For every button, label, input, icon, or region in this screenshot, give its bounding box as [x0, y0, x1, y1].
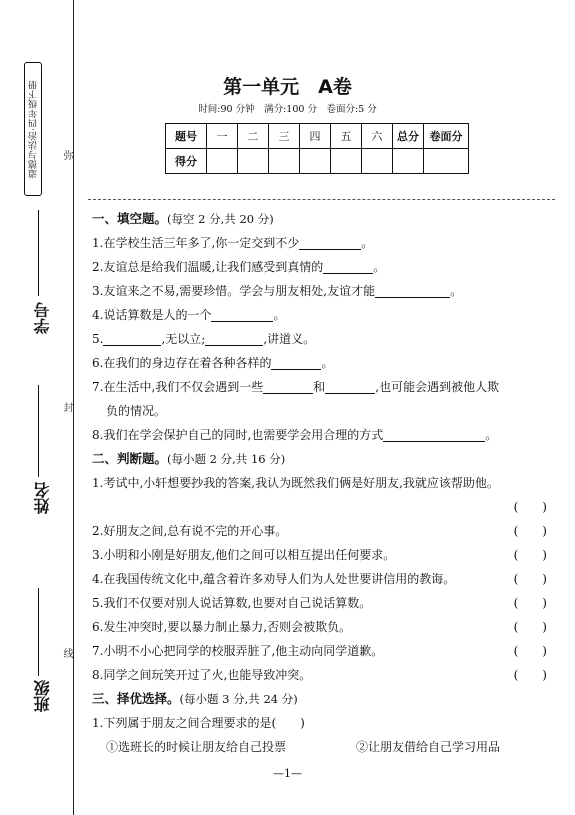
question-text: 1.考试中,小轩想要抄我的答案,我认为既然我们俩是好朋友,我就应该帮助他。	[92, 476, 499, 490]
answer-parentheses[interactable]: ( )	[513, 500, 547, 514]
judge-question-5	[92, 591, 555, 615]
score-header-cell: 题号	[166, 124, 207, 149]
score-header-cell: 五	[331, 124, 362, 149]
section-heading-2	[92, 447, 555, 471]
name-label: 姓名	[33, 482, 52, 514]
question-text: 4.在我国传统文化中,蕴含着许多劝导人们为人处世要讲信用的教诲。	[92, 572, 456, 586]
dashed-divider	[88, 199, 555, 200]
answer-blank[interactable]	[271, 355, 321, 370]
question-text: ,无以立;	[161, 332, 206, 346]
judge-question-1-answer	[92, 495, 555, 519]
question-text: 。	[361, 236, 374, 250]
score-cell[interactable]	[269, 149, 300, 174]
question-text: 和	[313, 380, 326, 394]
score-cell[interactable]	[238, 149, 269, 174]
score-cell[interactable]	[424, 149, 469, 174]
seal-mark-2: 封	[61, 402, 72, 412]
question-text: 7.在生活中,我们不仅会遇到一些	[92, 380, 264, 394]
choice-question-1	[92, 711, 555, 735]
answer-blank[interactable]	[383, 427, 485, 442]
question-text: ,讲道义。	[263, 332, 316, 346]
seal-mark-3: 线	[61, 648, 72, 658]
answer-blank[interactable]	[299, 235, 361, 250]
judge-question-7	[92, 639, 555, 663]
score-cell[interactable]	[207, 149, 238, 174]
question-text: 3.友谊来之不易,需要珍惜。学会与朋友相处,友谊才能	[92, 284, 376, 298]
score-table	[165, 123, 469, 174]
exam-content	[92, 207, 555, 759]
score-header-cell: 一	[207, 124, 238, 149]
score-header-cell: 四	[300, 124, 331, 149]
question-text: ,也可能会遇到被他人欺	[375, 380, 500, 394]
question-text: 2.好朋友之间,总有说不完的开心事。	[92, 524, 288, 538]
answer-parentheses[interactable]: ( )	[513, 548, 547, 562]
answer-parentheses[interactable]: ( )	[513, 668, 547, 682]
choice-option-2[interactable]: ②让朋友借给自己学习用品	[356, 740, 501, 754]
answer-parentheses[interactable]: ( )	[513, 524, 547, 538]
question-text: 。	[485, 428, 498, 442]
fill-question-3	[92, 279, 555, 303]
fill-question-7	[92, 375, 555, 399]
score-header-cell: 六	[362, 124, 393, 149]
choice-option-1[interactable]: ①选班长的时候让朋友给自己投票	[106, 740, 287, 754]
answer-blank[interactable]	[375, 283, 450, 298]
score-header-cell: 三	[269, 124, 300, 149]
score-value-row	[166, 149, 469, 174]
judge-question-8	[92, 663, 555, 687]
section-points: (每空 2 分,共 20 分)	[167, 212, 274, 226]
answer-parentheses[interactable]: ( )	[513, 644, 547, 658]
name-line	[38, 385, 39, 477]
answer-parentheses[interactable]: ( )	[513, 596, 547, 610]
class-line	[38, 588, 39, 676]
section-title: 一、填空题。	[92, 211, 168, 226]
page-number: —1—	[273, 767, 302, 780]
question-text: 4.说话算数是人的一个	[92, 308, 212, 322]
score-cell[interactable]	[362, 149, 393, 174]
subject-badge-text: 道德与法治·四年级下册	[28, 79, 39, 179]
question-text: 5.我们不仅要对别人说话算数,也要对自己说话算数。	[92, 596, 372, 610]
fill-question-2	[92, 255, 555, 279]
question-text: 2.友谊总是给我们温暖,让我们感受到真情的	[92, 260, 324, 274]
fill-question-8	[92, 423, 555, 447]
question-text: 5.	[92, 332, 104, 346]
page-title: 第一单元 A卷	[223, 76, 352, 98]
judge-question-1	[92, 471, 555, 495]
student-no-line	[38, 210, 39, 296]
score-row-label: 得分	[166, 149, 207, 174]
choice-options-row	[92, 735, 555, 759]
answer-parentheses[interactable]: ( )	[513, 572, 547, 586]
question-text: 。	[450, 284, 463, 298]
question-text: 1.在学校生活三年多了,你一定交到不少	[92, 236, 300, 250]
score-cell[interactable]	[331, 149, 362, 174]
seal-mark-1: 弥	[61, 150, 72, 160]
question-text: 负的情况。	[106, 404, 167, 418]
question-text: 8.我们在学会保护自己的同时,也需要学会用合理的方式	[92, 428, 384, 442]
judge-question-2	[92, 519, 555, 543]
score-cell[interactable]	[393, 149, 424, 174]
question-text: 8.同学之间玩笑开过了火,也能导致冲突。	[92, 668, 312, 682]
question-text: 6.发生冲突时,要以暴力制止暴力,否则会被欺负。	[92, 620, 352, 634]
section-title: 三、择优选择。	[92, 691, 180, 706]
section-points: (每小题 2 分,共 16 分)	[167, 452, 286, 466]
fill-question-1	[92, 231, 555, 255]
fill-question-5	[92, 327, 555, 351]
section-heading-1	[92, 207, 555, 231]
answer-parentheses[interactable]: ( )	[513, 620, 547, 634]
score-header-cell: 总分	[393, 124, 424, 149]
question-text: 1.下列属于朋友之间合理要求的是( )	[92, 716, 305, 730]
exam-meta: 时间:90 分钟 满分:100 分 卷面分:5 分	[198, 104, 377, 115]
fill-question-7-continued	[92, 399, 555, 423]
question-text: 6.在我们的身边存在着各种各样的	[92, 356, 272, 370]
score-header-row	[166, 124, 469, 149]
answer-blank[interactable]	[323, 259, 373, 274]
student-no-label: 学号	[33, 302, 52, 334]
judge-question-4	[92, 567, 555, 591]
section-points: (每小题 3 分,共 24 分)	[179, 692, 298, 706]
answer-blank[interactable]	[205, 331, 263, 346]
class-label: 班级	[33, 680, 52, 712]
answer-blank[interactable]	[103, 331, 161, 346]
section-title: 二、判断题。	[92, 451, 168, 466]
judge-question-6	[92, 615, 555, 639]
question-text: 3.小明和小刚是好朋友,他们之间可以相互提出任何要求。	[92, 548, 396, 562]
score-cell[interactable]	[300, 149, 331, 174]
score-header-cell: 卷面分	[424, 124, 469, 149]
fill-question-6	[92, 351, 555, 375]
answer-blank[interactable]	[263, 379, 313, 394]
question-text: 7.小明不小心把同学的校服弄脏了,他主动向同学道歉。	[92, 644, 384, 658]
answer-blank[interactable]	[211, 307, 273, 322]
section-heading-3	[92, 687, 555, 711]
answer-blank[interactable]	[325, 379, 375, 394]
question-text: 。	[373, 260, 386, 274]
score-header-cell: 二	[238, 124, 269, 149]
judge-question-3	[92, 543, 555, 567]
question-text: 。	[273, 308, 286, 322]
fill-question-4	[92, 303, 555, 327]
question-text: 。	[321, 356, 334, 370]
